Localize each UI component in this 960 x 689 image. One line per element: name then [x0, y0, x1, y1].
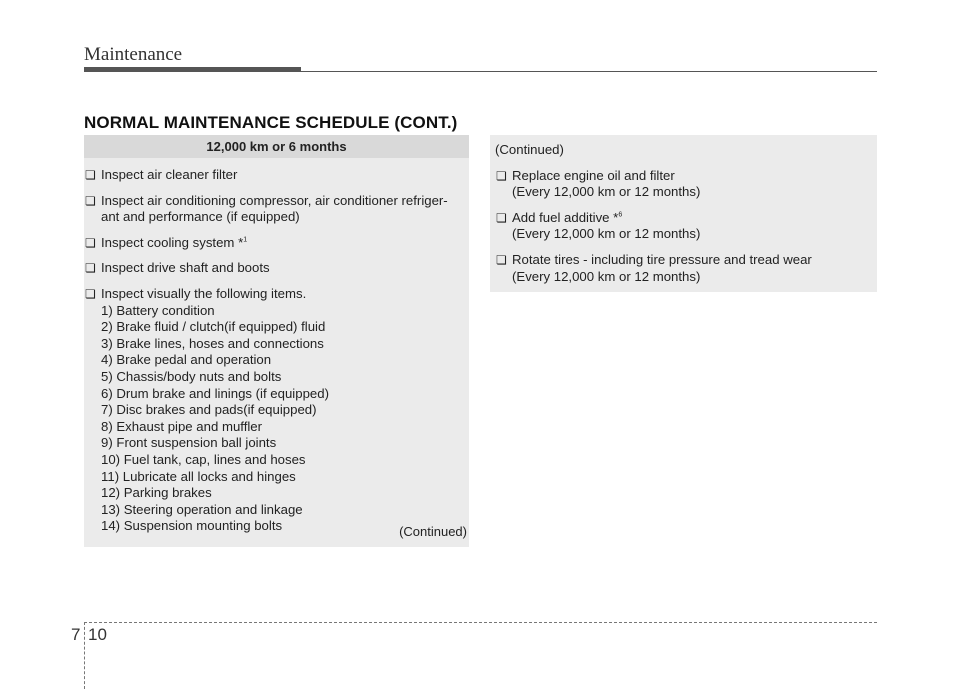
item-interval: (Every 12,000 km or 12 months) — [512, 268, 701, 284]
list-item — [84, 260, 467, 277]
visual-item: 13) Steering operation and linkage — [101, 501, 303, 517]
item-text: Rotate tires - including tire pressure and tread wear — [512, 251, 812, 267]
item-text: Inspect drive shaft and boots — [101, 260, 270, 276]
checkbox-icon: ❏ — [85, 168, 96, 182]
page-header-title: Maintenance — [84, 44, 183, 65]
header-rule-thick — [84, 67, 301, 72]
list-item — [495, 210, 877, 243]
continued-note: (Continued) — [495, 142, 564, 157]
item-text: Replace engine oil and filter — [512, 167, 675, 183]
checkbox-icon: ❏ — [85, 235, 96, 250]
visual-item: 14) Suspension mounting bolts — [101, 518, 283, 534]
footnote-marker: 6 — [618, 211, 623, 219]
page-number: 10 — [88, 625, 107, 644]
checkbox-icon: ❏ — [496, 168, 507, 183]
list-item — [84, 193, 467, 226]
list-item — [84, 286, 467, 535]
list-item — [495, 252, 877, 285]
visual-item: 2) Brake fluid / clutch(if equipped) fluid — [101, 319, 326, 335]
footer-rule — [84, 622, 877, 623]
chapter-number: 7 — [71, 625, 81, 644]
footnote-marker: 1 — [243, 236, 248, 244]
visual-item: 10) Fuel tank, cap, lines and hoses — [101, 451, 306, 467]
item-text: Inspect air conditioning compressor, air conditioner refriger- — [101, 192, 448, 208]
schedule-panel-right — [490, 135, 877, 292]
item-interval: (Every 12,000 km or 12 months) — [512, 184, 701, 200]
section-title: NORMAL MAINTENANCE SCHEDULE (CONT.) — [84, 113, 458, 132]
list-item — [84, 167, 467, 184]
item-interval: (Every 12,000 km or 12 months) — [512, 226, 701, 242]
visual-item: 1) Battery condition — [101, 302, 215, 318]
checkbox-icon: ❏ — [85, 286, 96, 301]
visual-item: 11) Lubricate all locks and hinges — [101, 468, 296, 484]
visual-item: 7) Disc brakes and pads(if equipped) — [101, 402, 317, 418]
visual-item: 8) Exhaust pipe and muffler — [101, 418, 263, 434]
item-text: Inspect cooling system * — [101, 234, 244, 250]
checkbox-icon: ❏ — [496, 252, 507, 267]
list-item — [84, 235, 467, 252]
visual-item: 4) Brake pedal and operation — [101, 352, 272, 368]
checkbox-icon: ❏ — [496, 210, 507, 225]
list-item — [495, 168, 877, 201]
visual-item: 6) Drum brake and linings (if equipped) — [101, 385, 329, 401]
item-text: Inspect air cleaner filter — [101, 167, 238, 182]
visual-item: 5) Chassis/body nuts and bolts — [101, 368, 282, 384]
visual-item: 12) Parking brakes — [101, 485, 212, 501]
item-text: Add fuel additive * — [512, 209, 619, 225]
header-rule-thin — [301, 71, 877, 72]
schedule-panel-left — [84, 135, 469, 547]
item-text-continuation: ant and performance (if equipped) — [101, 209, 300, 225]
item-text: Inspect visually the following items. — [101, 285, 307, 301]
checkbox-icon: ❏ — [85, 261, 96, 276]
checkbox-icon: ❏ — [85, 193, 96, 208]
visual-item: 9) Front suspension ball joints — [101, 435, 277, 451]
footer-divider — [84, 622, 85, 689]
continued-note: (Continued) — [399, 524, 467, 540]
visual-item: 3) Brake lines, hoses and connections — [101, 335, 324, 351]
interval-heading: 12,000 km or 6 months — [84, 135, 469, 158]
